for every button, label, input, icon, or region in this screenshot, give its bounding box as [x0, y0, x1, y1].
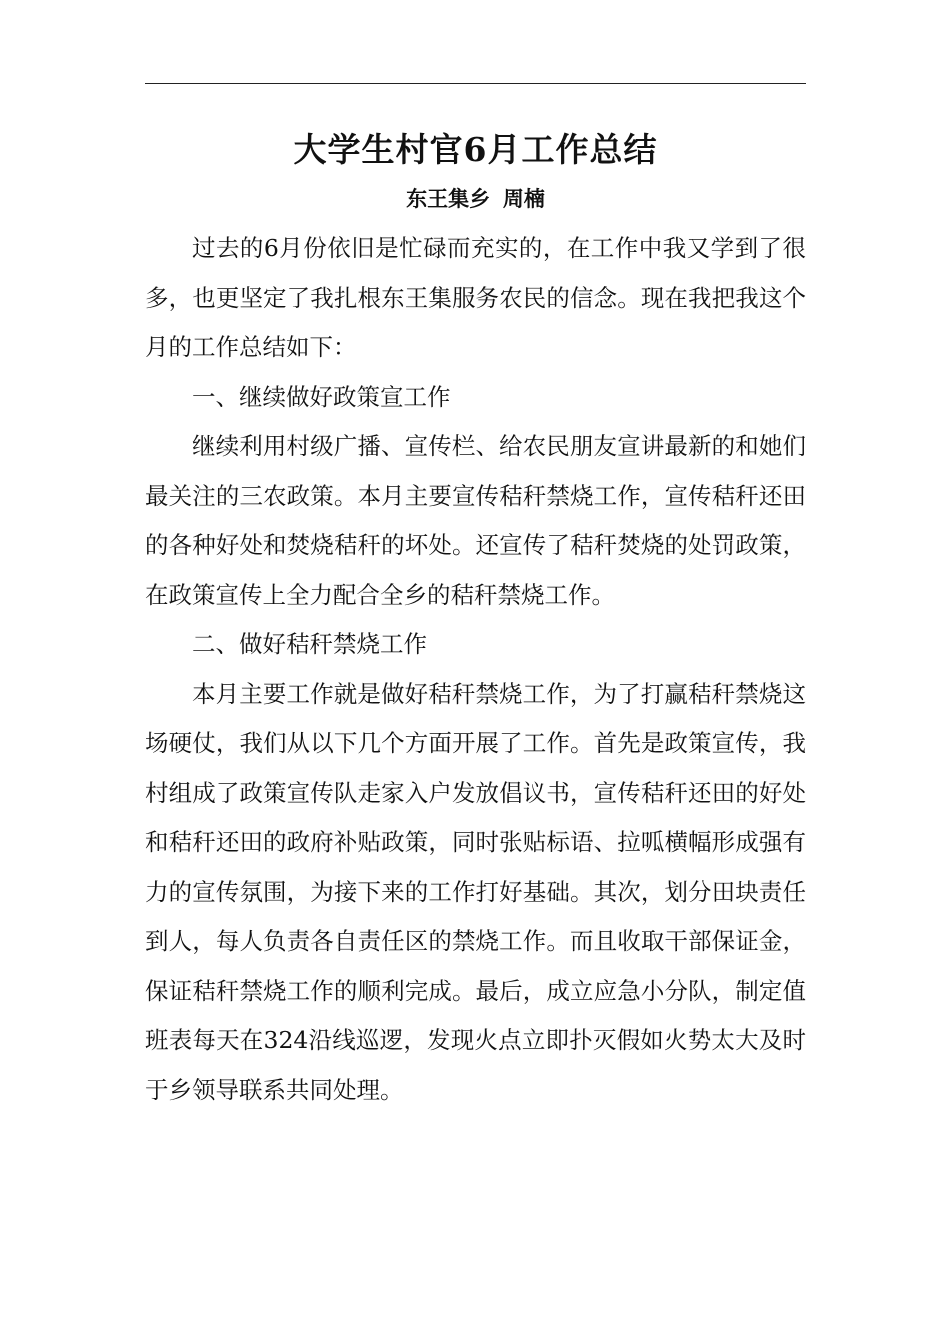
section-2-paragraph: 本月主要工作就是做好秸秆禁烧工作，为了打赢秸秆禁烧这场硬仗，我们从以下几个方面开展了工作。首先是政策宣传，我村组成了政策宣传队走家入户发放倡议书，宣传秸秆还田的好处和秸秆还田的政府补贴政策，同时张贴标语、拉呱横幅形成强有力的宣传氛围，为接下来的工作打好基础。其次，划分田块责任到人，每人负责各自责任区的禁烧工作。而且收取干部保证金，保证秸秆禁烧工作的顺利完成。最后，成立应急小分队，制定值班表每天在324沿线巡逻，发现火点立即扑灭假如火势太大及时于乡领导联系共同处理。	[145, 679, 806, 1104]
section-heading-2: 二、做好秸秆禁烧工作	[192, 630, 427, 658]
document-title: 大学生村官6月工作总结	[293, 130, 658, 169]
intro-paragraph: 过去的6月份依旧是忙碌而充实的，在工作中我又学到了很多，也更坚定了我扎根东王集服务农民的信念。现在我把我这个月的工作总结如下：	[145, 234, 806, 361]
document-body	[145, 224, 806, 1115]
header-rule	[145, 83, 806, 84]
section-heading-1: 一、继续做好政策宣工作	[192, 382, 451, 411]
section-1-paragraph: 继续利用村级广播、宣传栏、给农民朋友宣讲最新的和她们最关注的三农政策。本月主要宣传秸秆禁烧工作，宣传秸秆还田的各种好处和焚烧秸秆的坏处。还宣传了秸秆焚烧的处罚政策，在政策宣传上全力配合全乡的秸秆禁烧工作。	[145, 432, 806, 609]
document-author: 东王集乡 周楠	[406, 187, 545, 211]
